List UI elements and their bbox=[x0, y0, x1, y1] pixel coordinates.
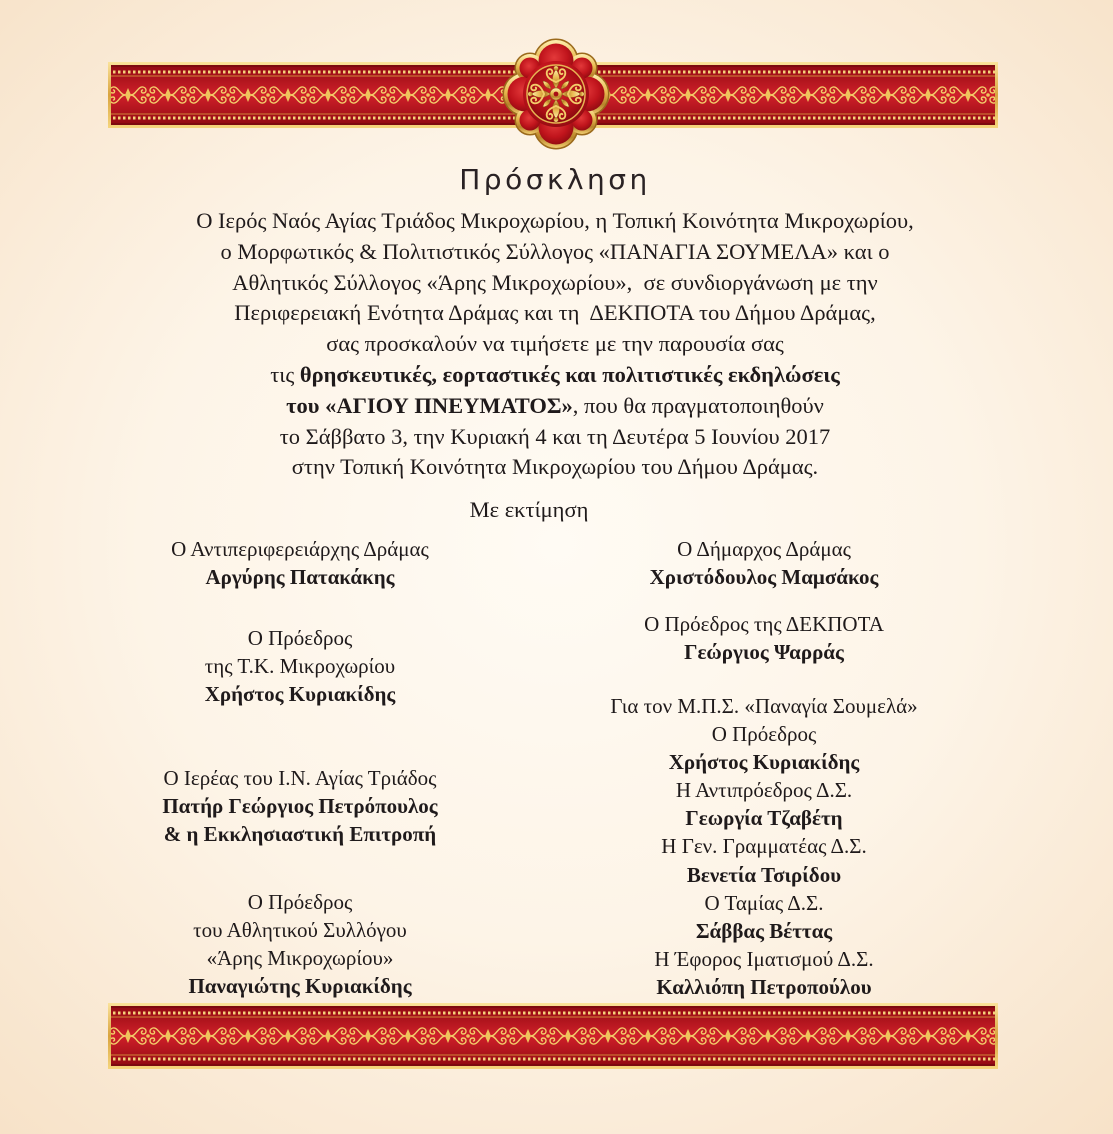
signatory-role: «Άρης Μικροχωρίου» bbox=[206, 946, 394, 971]
signatory-name: Πατήρ Γεώργιος Πετρόπουλος bbox=[162, 794, 438, 819]
body-line: Περιφερειακή Ενότητα Δράμας και τη ΔΕΚΠΟΤΑ του Δήμου Δράμας, bbox=[234, 300, 876, 326]
signature-block-cultural-association bbox=[544, 692, 984, 1001]
feast-name: του «ΑΓΙΟΥ ΠΝΕΥΜΑΤΟΣ» bbox=[286, 392, 573, 418]
signatory-name: Παναγιώτης Κυριακίδης bbox=[188, 974, 412, 999]
signatory-role: Ο Πρόεδρος της ΔΕΚΠΟΤΑ bbox=[644, 612, 884, 636]
signature-block-mayor bbox=[544, 535, 984, 591]
signature-block-dekpota bbox=[544, 610, 984, 666]
signatory-role: Η Έφορος Ιματισμού Δ.Σ. bbox=[654, 946, 874, 971]
signatory-role: Ο Πρόεδρος bbox=[711, 722, 817, 747]
body-line: σας προσκαλούν να τιμήσετε με την παρουσία σας bbox=[326, 331, 784, 357]
body-line: Ο Ιερός Ναός Αγίας Τριάδος Μικροχωρίου, η Τοπική Κοινότητα Μικροχωρίου, bbox=[196, 208, 914, 233]
signatory-name: Σάββας Βέττας bbox=[695, 918, 833, 943]
bottom-ornamental-border bbox=[108, 1003, 998, 1069]
invitation-body bbox=[0, 206, 1110, 483]
signature-block-priest bbox=[90, 764, 510, 848]
signature-block-athletic-club bbox=[90, 888, 510, 1000]
cross-medallion-ornament bbox=[494, 32, 618, 156]
events-description: θρησκευτικές, εορταστικές και πολιτιστικές εκδηλώσεις bbox=[299, 361, 840, 387]
signatory-name: Βενετία Τσιρίδου bbox=[686, 862, 842, 887]
signatory-role: Για τον Μ.Π.Σ. «Παναγία Σουμελά» bbox=[610, 694, 918, 718]
closing-greeting: Με εκτίμηση bbox=[469, 497, 589, 522]
signatory-role: Ο Πρόεδρος bbox=[247, 626, 353, 650]
signatory-name: Γεώργιος Ψαρράς bbox=[684, 640, 844, 665]
event-location: στην Τοπική Κοινότητα Μικροχωρίου του Δήμου Δράμας. bbox=[291, 454, 819, 480]
signatory-name: Αργύρης Πατακάκης bbox=[205, 565, 395, 590]
signatory-role: Ο Πρόεδρος bbox=[247, 890, 353, 914]
invitation-title: Πρόσκληση bbox=[459, 163, 651, 196]
gold-cross-medallion-icon bbox=[494, 32, 618, 156]
signatory-role: Ο Ταμίας Δ.Σ. bbox=[704, 890, 824, 915]
signatory-role: Ο Δήμαρχος Δράμας bbox=[677, 537, 851, 561]
signature-block-deputy-governor bbox=[90, 535, 510, 591]
signatory-name: Χριστόδουλος Μαμσάκος bbox=[649, 565, 879, 590]
signatory-name: Χρήστος Κυριακίδης bbox=[668, 750, 860, 775]
filigree-band-icon bbox=[108, 1003, 998, 1069]
event-dates: το Σάββατο 3, την Κυριακή 4 και τη Δευτέρα 5 Ιουνίου 2017 bbox=[279, 423, 831, 449]
events-line bbox=[0, 360, 1110, 391]
feast-suffix: , που θα πραγματοποιηθούν bbox=[572, 392, 824, 418]
events-prefix: τις bbox=[270, 361, 300, 387]
signatory-role: Ο Αντιπεριφερειάρχης Δράμας bbox=[171, 537, 429, 561]
signatory-name: & η Εκκλησιαστική Επιτροπή bbox=[163, 822, 437, 847]
body-line: ο Μορφωτικός & Πολιτιστικός Σύλλογος «ΠΑΝΑΓΙΑ ΣΟΥΜΕΛΑ» και ο bbox=[220, 238, 890, 264]
signatory-role: Ο Ιερέας του Ι.Ν. Αγίας Τριάδος bbox=[163, 766, 437, 790]
signatory-role: Η Γεν. Γραμματέας Δ.Σ. bbox=[661, 834, 867, 859]
signatory-name: Γεωργία Τζαβέτη bbox=[685, 806, 843, 831]
feast-line bbox=[0, 391, 1110, 422]
signatory-role: του Αθλητικού Συλλόγου bbox=[193, 918, 407, 943]
signatory-name: Χρήστος Κυριακίδης bbox=[204, 682, 396, 707]
body-line: Αθλητικός Σύλλογος «Άρης Μικροχωρίου», σε συνδιοργάνωση με την bbox=[232, 269, 878, 295]
signature-block-community-president bbox=[90, 624, 510, 708]
signatory-role: Η Αντιπρόεδρος Δ.Σ. bbox=[675, 778, 853, 803]
signatory-role: της Τ.Κ. Μικροχωρίου bbox=[204, 654, 396, 679]
signatory-name: Καλλιόπη Πετροπούλου bbox=[656, 974, 872, 999]
